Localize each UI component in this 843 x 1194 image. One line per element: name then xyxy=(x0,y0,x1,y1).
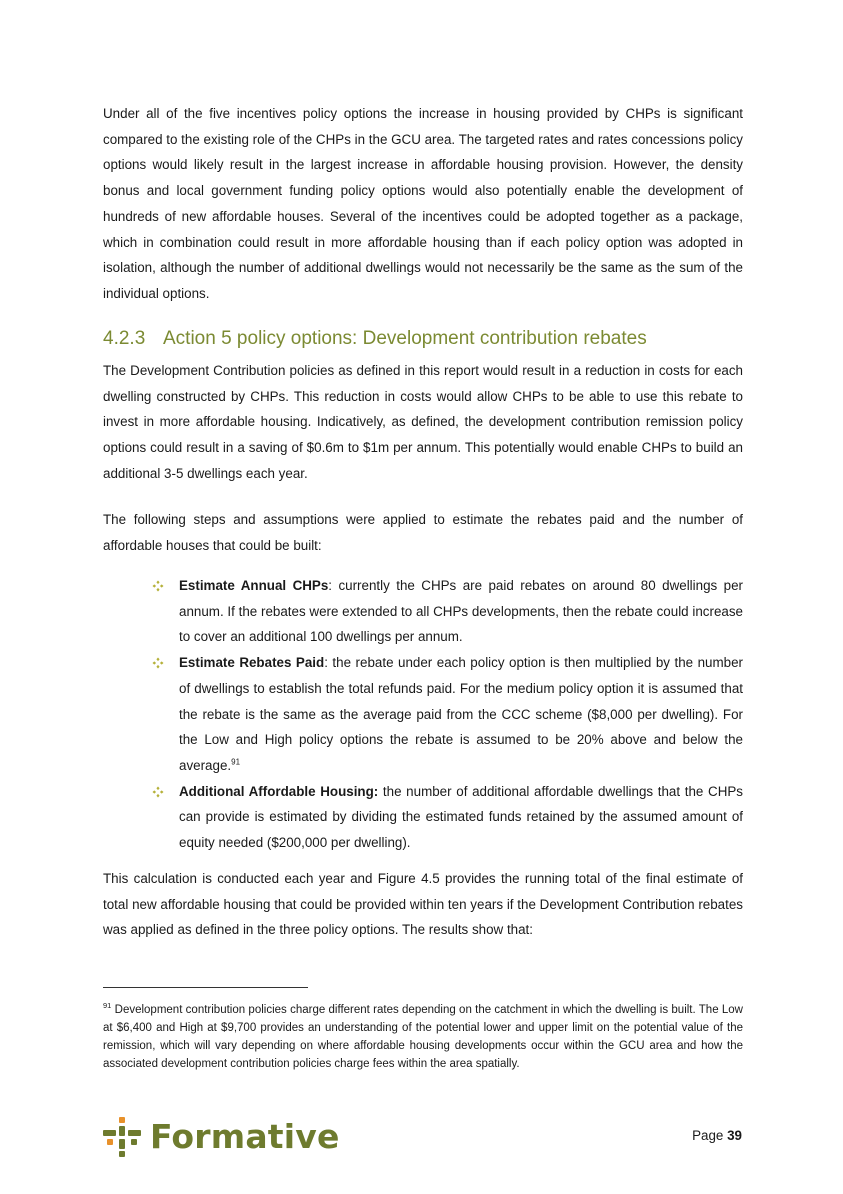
section-number: 4.2.3 xyxy=(103,328,146,349)
four-diamond-bullet-icon xyxy=(152,657,164,669)
bullet-term: Additional Affordable Housing: xyxy=(179,783,379,799)
section-title: Action 5 policy options: Development contribution rebates xyxy=(163,328,647,349)
footnote-number: 91 xyxy=(103,1001,112,1011)
intro-paragraph: Under all of the five incentives policy options the increase in housing provided by CHPs is significant compared to the existing role of the CHPs in the GCU area. The targeted rates and rates concessions policy options would likely result in the largest increase in affordable housing provision. However, the density bonus and local government funding policy options would also potentially enable the development of hundreds of new affordable houses. Several of the incentives could be adopted together as a package, which in combination could result in more affordable housing than if each policy option was adopted in isolation, although the number of additional dwellings would not necessarily be the same as the sum of the individual options. xyxy=(103,106,743,301)
bullet-text: : currently the CHPs are paid rebates on around 80 dwellings per annum. If the rebates were extended to all CHPs developments, then the rebate could increase to cover an additional 100 dwellings per annum. xyxy=(179,578,744,645)
list-item xyxy=(152,650,743,779)
bullet-term: Estimate Annual CHPs xyxy=(179,578,329,593)
bullet-text: the number of additional affordable dwellings that the CHPs can provide is estimated by dividing the estimated funds retained by the assumed amount of equity needed ($200,000 per dwelling). xyxy=(179,783,743,851)
body-paragraph-4: This calculation is conducted each year and Figure 4.5 provides the running total of the final estimate of total new affordable housing that could be provided within ten years if the Development Contribution rebates was applied as defined in the three policy options. The results show that: xyxy=(103,871,743,938)
page-number-value: 39 xyxy=(727,1128,742,1143)
footnote xyxy=(103,1001,743,1073)
bullet-term: Estimate Rebates Paid xyxy=(179,655,325,671)
logo-wordmark: Formative xyxy=(150,1117,340,1156)
list-item xyxy=(152,573,743,650)
body-paragraph-2: The Development Contribution policies as defined in this report would result in a reduction in costs for each dwelling constructed by CHPs. This reduction in costs would allow CHPs to be able to use this rebate to invest in more affordable housing. Indicatively, as defined, the development contribution remission policy options could result in a saving of $0.6m to $1m per annum. This potentially would enable CHPs to build an additional 3-5 dwellings each year. xyxy=(103,363,743,481)
list-item xyxy=(152,779,743,856)
page-label: Page xyxy=(692,1128,724,1143)
four-diamond-bullet-icon xyxy=(152,580,164,592)
page-number xyxy=(692,1126,742,1146)
section-heading xyxy=(103,325,647,353)
formative-logo-icon xyxy=(103,1117,141,1157)
footnote-reference[interactable]: 91 xyxy=(231,757,241,767)
formative-logo xyxy=(103,1116,340,1158)
body-paragraph-3: The following steps and assumptions were applied to estimate the rebates paid and the number of affordable houses that could be built: xyxy=(103,512,743,553)
four-diamond-bullet-icon xyxy=(152,786,164,798)
bullet-text: : the rebate under each policy option is then multiplied by the number of dwellings to establish the total refunds paid. For the medium policy option it is assumed that the rebate is the same as the average paid from the CCC scheme ($8,000 per dwelling). For the Low and High policy options the rebate is assumed to be 20% above and below the average. xyxy=(179,655,743,773)
footnote-text: Development contribution policies charge different rates depending on the catchment in which the dwelling is built. The Low at $6,400 and High at $9,700 provides an understanding of the potential lower and upper limit on the potential value of the remission, which will vary depending on where affordable housing developments occur within the GCU area and how the associated development contribution policies charge fees within the area spatially. xyxy=(103,1004,743,1070)
footnote-divider xyxy=(103,987,308,988)
assumptions-list xyxy=(152,573,743,856)
